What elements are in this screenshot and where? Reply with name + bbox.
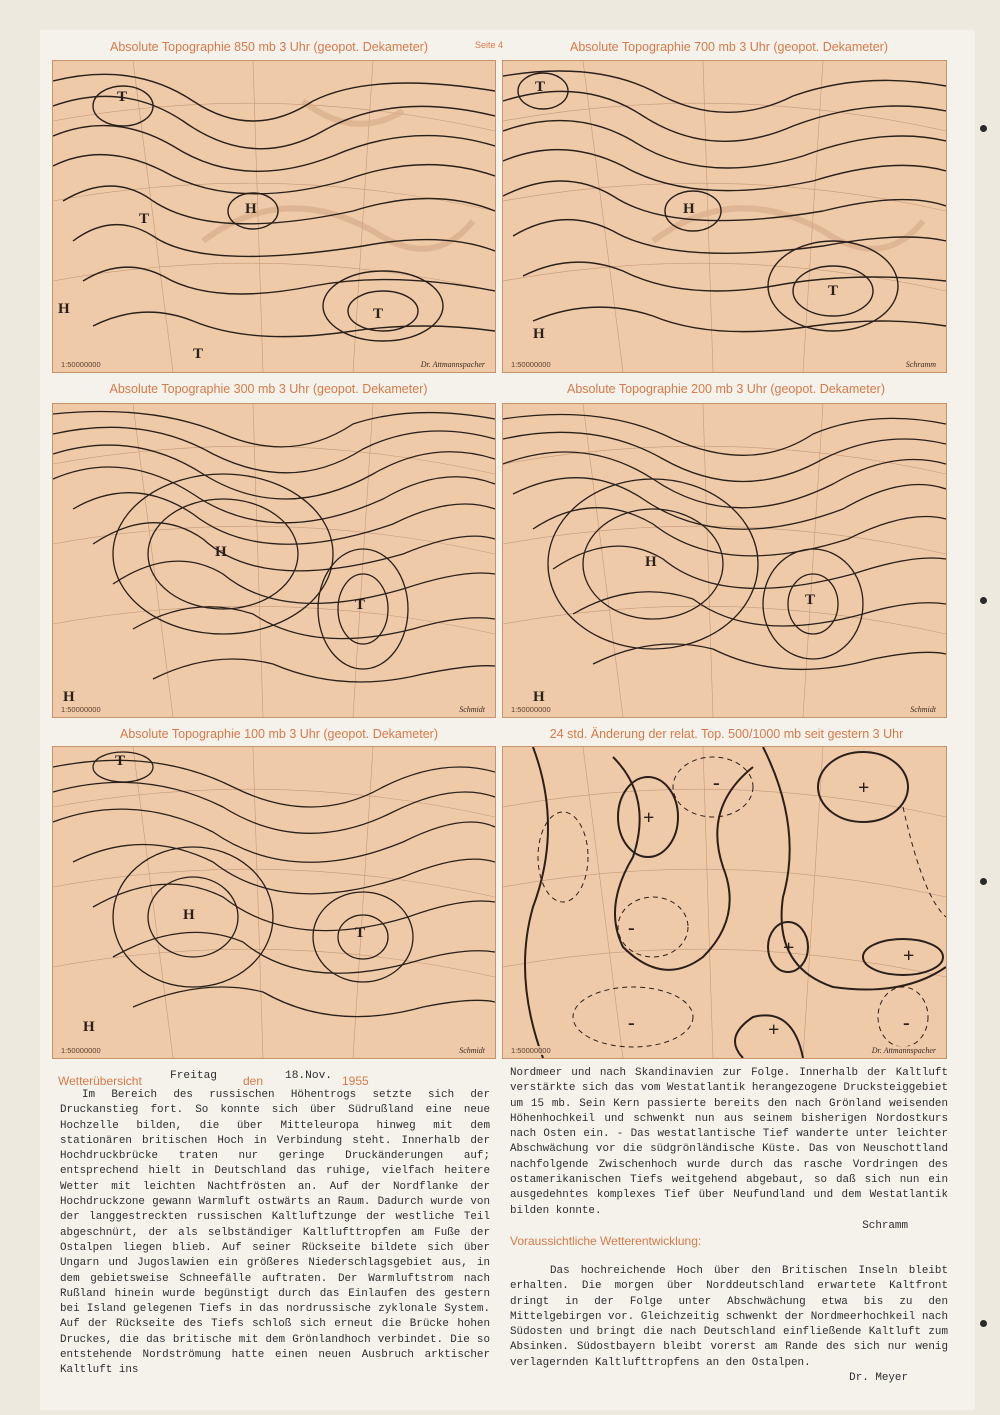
plus-symbol: + — [903, 945, 915, 967]
forecast-heading: Voraussichtliche Wetterentwicklung: — [510, 1234, 702, 1248]
overview-text-2: Nordmeer und nach Skandinavien zur Folge. Innerhalb der Kaltluft verstärkte sich das vom Westatlantik herangezogene Drucksteiggebiet um 15 mb. Sein Kern passierte bereits den nach Grönland weisenden Höhenhochkeil und schwenkt nun aus seinem bisherigen Nordostkurs nach Osten ein. - Das westatlantische Tief wanderte unter leichter Abschwächung vor die südgrönländische Küste. Das von Neuschottland nachfolgende Zwischenhoch wurde durch das rasche Vordringen des ostamerikanischen Tiefs weitgehend abgebaut, so daß sich nun ein ausgedehntes komplexes Tief über Neufundland und dem Westatlantik bilden konnte. — [510, 1067, 948, 1217]
map-author: Dr. Attmannspacher — [420, 360, 485, 369]
minus-symbol: - — [713, 772, 720, 794]
low-symbol: T — [115, 753, 126, 769]
plus-symbol: + — [858, 777, 870, 799]
binder-hole — [980, 878, 987, 885]
low-symbol: T — [805, 592, 816, 608]
binder-hole — [980, 125, 987, 132]
low-symbol: T — [355, 597, 366, 613]
page-label: Seite 4 — [475, 40, 504, 50]
map-title-200: Absolute Topographie 200 mb 3 Uhr (geopot. Dekameter) — [522, 380, 930, 398]
high-symbol: H — [245, 201, 257, 217]
overview-den: den — [243, 1074, 264, 1088]
map-author: Schmidt — [459, 705, 485, 714]
overview-date: 18.Nov. — [285, 1070, 332, 1082]
map-850mb-lines — [53, 61, 495, 372]
high-symbol: H — [533, 326, 545, 342]
map-author: Schramm — [905, 360, 936, 369]
low-symbol: T — [373, 306, 384, 322]
map-100mb — [52, 746, 496, 1059]
plus-symbol: + — [768, 1019, 780, 1041]
high-symbol: H — [63, 689, 75, 705]
map-author: Dr. Attmannspacher — [871, 1046, 936, 1055]
map-author: Schmidt — [910, 705, 936, 714]
map-200mb — [502, 403, 947, 718]
binder-hole — [980, 597, 987, 604]
high-symbol: H — [183, 907, 195, 923]
minus-symbol: - — [628, 1012, 635, 1034]
overview-column-2 — [510, 1066, 948, 1236]
map-title-300: Absolute Topographie 300 mb 3 Uhr (geopot. Dekameter) — [72, 380, 465, 398]
high-symbol: H — [533, 689, 545, 705]
low-symbol: T — [139, 211, 150, 227]
high-symbol: H — [83, 1019, 95, 1035]
map-24h-change — [502, 746, 947, 1059]
overview-column-1 — [60, 1088, 490, 1400]
map-24h-change-lines — [503, 747, 946, 1058]
map-scale: 1:50000000 — [511, 360, 551, 369]
map-300mb-lines — [53, 404, 495, 717]
map-100mb-lines — [53, 747, 495, 1058]
high-symbol: H — [683, 201, 695, 217]
low-symbol: T — [828, 283, 839, 299]
low-symbol: T — [193, 346, 204, 362]
overview-heading: Wetterübersicht — [58, 1074, 142, 1088]
plus-symbol: + — [783, 937, 795, 959]
map-title-100: Absolute Topographie 100 mb 3 Uhr (geopot. Dekameter) — [80, 725, 478, 743]
plus-symbol: + — [643, 807, 655, 829]
low-symbol: T — [117, 89, 128, 105]
low-symbol: T — [355, 925, 366, 941]
forecast-signature: Dr. Meyer — [849, 1372, 908, 1385]
overview-day: Freitag — [170, 1070, 217, 1082]
minus-symbol: - — [628, 917, 635, 939]
forecast-text: Das hochreichende Hoch über den Britischen Inseln bleibt erhalten. Die morgen über Norddeutschland erwartete Kaltfront dringt in der Folge unter Abschwächung etwa bis zu den Mittelgebirgen vor. Gleichzeitig schwenkt der Nordmeerhochkeil nach Südosten und bringt die nach Deutschland einfließende Kaltluft zum Absinken. Südostbayern bleibt vorerst am Rande des sich nur wenig verlagernden Kaltlufttropfens an den Ostalpen. — [510, 1265, 948, 1369]
overview-signature: Schramm — [862, 1219, 908, 1232]
map-scale: 1:50000000 — [61, 1046, 101, 1055]
map-scale: 1:50000000 — [511, 705, 551, 714]
high-symbol: H — [58, 301, 70, 317]
binder-hole — [980, 1320, 987, 1327]
map-300mb — [52, 403, 496, 718]
map-scale: 1:50000000 — [511, 1046, 551, 1055]
low-symbol: T — [535, 79, 546, 95]
minus-symbol: - — [903, 1012, 910, 1034]
high-symbol: H — [215, 544, 227, 560]
overview-year: 1955 — [342, 1074, 369, 1088]
map-scale: 1:50000000 — [61, 705, 101, 714]
forecast-column — [510, 1264, 948, 1404]
map-author: Schmidt — [459, 1046, 485, 1055]
map-title-700: Absolute Topographie 700 mb 3 Uhr (geopot. Dekameter) — [535, 38, 923, 56]
high-symbol: H — [645, 554, 657, 570]
map-scale: 1:50000000 — [61, 360, 101, 369]
map-700mb-lines — [503, 61, 946, 372]
map-700mb — [502, 60, 947, 373]
map-title-850: Absolute Topographie 850 mb 3 Uhr (geopot. Dekameter) — [80, 38, 458, 56]
overview-text-1: Im Bereich des russischen Höhentrogs setzte sich der Druckanstieg fort. So konnte sich über Südrußland eine neue Hochzelle bilden, die über Mitteleuropa hinweg mit dem stationären britischen Hoch in Verbindung steht. Innerhalb der Hochdruckbrücke traten nur geringe Druckänderungen auf; entsprechend hielt in Deutschland das ruhige, vielfach heitere Wetter mit leichten Nachtfrösten an. Auf der Nordflanke der Hochdruckzone gewann Warmluft ostwärts an Raum. Dadurch wurde von der langgestreckten russischen Kaltluftzunge der westliche Teil abgeschnürt, der als selbständiger Kaltlufttropfen am Fuße der Ostalpen liegen blieb. Auf seiner Rückseite bildete sich über Ungarn und Jugoslawien ein größeres Niederschlagsgebiet aus, in dem gebietsweise Schneefälle auftraten. Der Warmluftstrom nach Rußland hinein wurde begünstigt durch das Einlaufen des gestern bei Island gelegenen Tiefs in das nordrussische zyklonale System. Auf der Rückseite des Tiefs schloß sich erneut die Brücke hohen Druckes, die das britische mit dem Grönlandhoch verbindet. Die so entstehende Nordströmung hatte einen neuen Ausbruch arktischer Kaltluft ins — [60, 1089, 490, 1377]
map-850mb — [52, 60, 496, 373]
map-200mb-lines — [503, 404, 946, 717]
map-title-change: 24 std. Änderung der relat. Top. 500/1000 mb seit gestern 3 Uhr — [510, 725, 943, 743]
